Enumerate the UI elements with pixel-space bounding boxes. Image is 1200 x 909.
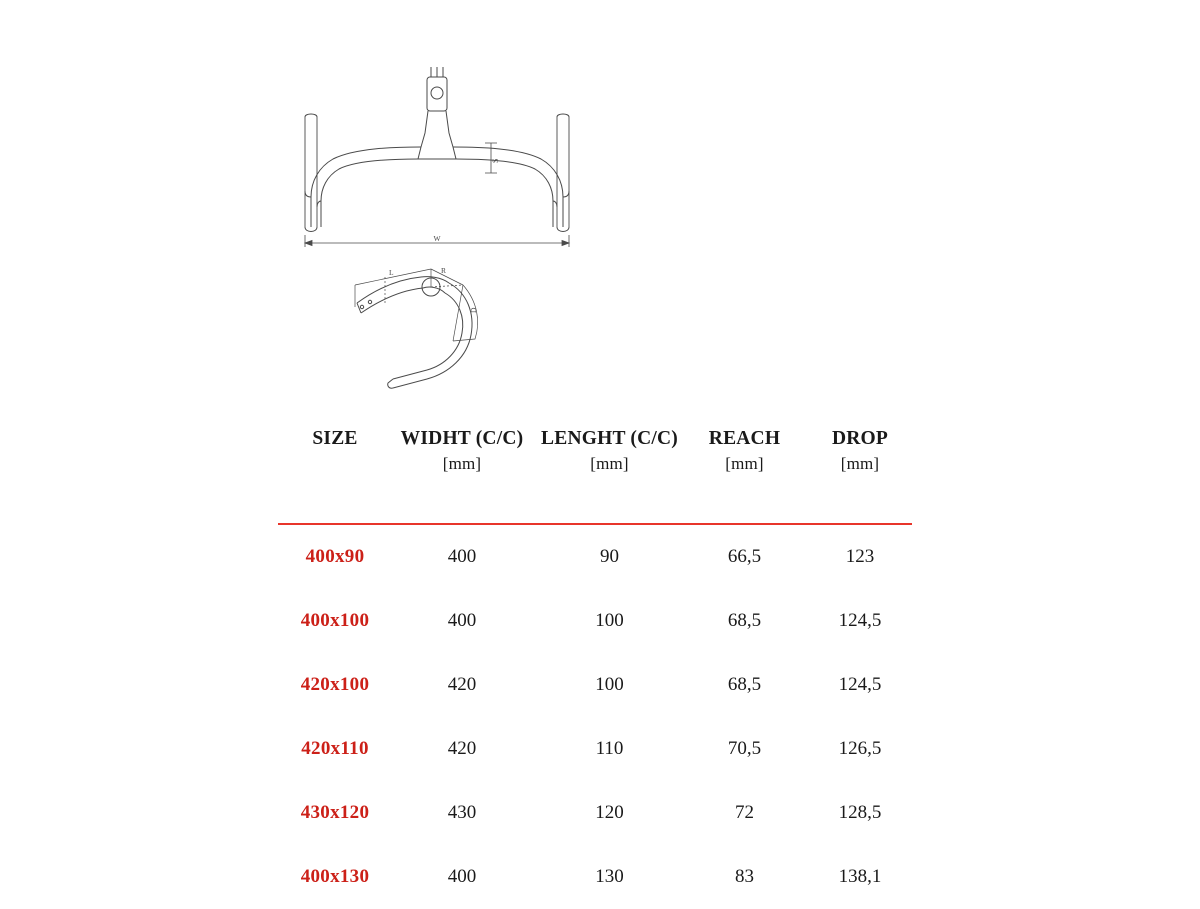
- cell-reach: 66,5: [727, 546, 762, 567]
- cell-drop: 123: [845, 546, 875, 567]
- column-unit-width: [mm]: [442, 454, 482, 473]
- cell-length: 110: [595, 738, 624, 759]
- column-unit-reach: [mm]: [725, 454, 764, 473]
- cell-width: 420: [447, 674, 477, 695]
- cell-size: 400x90: [305, 546, 365, 567]
- table-row: [278, 653, 918, 717]
- column-unit-drop: [mm]: [840, 454, 880, 473]
- cell-length: 120: [595, 802, 624, 823]
- dimension-label-r: R: [441, 266, 447, 275]
- dimension-label-w: W: [433, 234, 441, 243]
- cell-width: 420: [447, 738, 477, 759]
- cell-length: 100: [595, 610, 624, 631]
- cell-size: 420x100: [300, 674, 370, 695]
- right-crop-mask: [912, 0, 1200, 900]
- cell-length: 100: [595, 674, 624, 695]
- column-header-width: WIDHT (C/C): [400, 428, 524, 449]
- header-separator-rule: [278, 481, 918, 524]
- handlebar-side-view-drawing: [345, 255, 560, 400]
- table-row: [278, 589, 918, 653]
- table-row: [278, 717, 918, 781]
- cell-size: 430x120: [300, 802, 370, 823]
- cell-width: 400: [447, 546, 477, 567]
- column-header-size: SIZE: [312, 428, 358, 449]
- column-unit-size: [278, 451, 392, 481]
- cell-drop: 138,1: [838, 866, 882, 887]
- cell-length: 90: [600, 546, 619, 567]
- table-row: [278, 524, 918, 589]
- cell-reach: 68,5: [727, 610, 762, 631]
- cell-reach: 83: [735, 866, 754, 887]
- table-row: [278, 845, 918, 909]
- cell-drop: 124,5: [838, 610, 882, 631]
- dimension-label-d: D: [469, 307, 478, 313]
- cell-width: 400: [447, 866, 477, 887]
- cell-size: 400x100: [300, 610, 370, 631]
- dimension-label-l: L: [389, 268, 394, 277]
- column-header-length: LENGHT (C/C): [541, 428, 678, 449]
- cell-length: 130: [595, 866, 624, 887]
- table-units-row: [278, 451, 918, 481]
- cell-drop: 126,5: [838, 738, 882, 759]
- cell-width: 400: [447, 610, 477, 631]
- cell-size: 420x110: [301, 738, 369, 759]
- cell-reach: 70,5: [727, 738, 762, 759]
- dimension-label-s: S: [491, 158, 500, 163]
- cell-reach: 68,5: [727, 674, 762, 695]
- cell-reach: 72: [735, 802, 754, 823]
- table-header-row: [278, 428, 918, 451]
- column-header-reach: REACH: [708, 428, 781, 449]
- specification-table: [278, 428, 918, 909]
- cell-drop: 124,5: [838, 674, 882, 695]
- cell-size: 400x130: [300, 866, 370, 887]
- table-row: [278, 781, 918, 845]
- cell-drop: 128,5: [838, 802, 882, 823]
- column-unit-length: [mm]: [590, 454, 629, 473]
- handlebar-top-view-drawing: [285, 55, 605, 250]
- cell-width: 430: [447, 802, 477, 823]
- column-header-drop: DROP: [831, 428, 889, 449]
- spec-table-container: [278, 428, 918, 909]
